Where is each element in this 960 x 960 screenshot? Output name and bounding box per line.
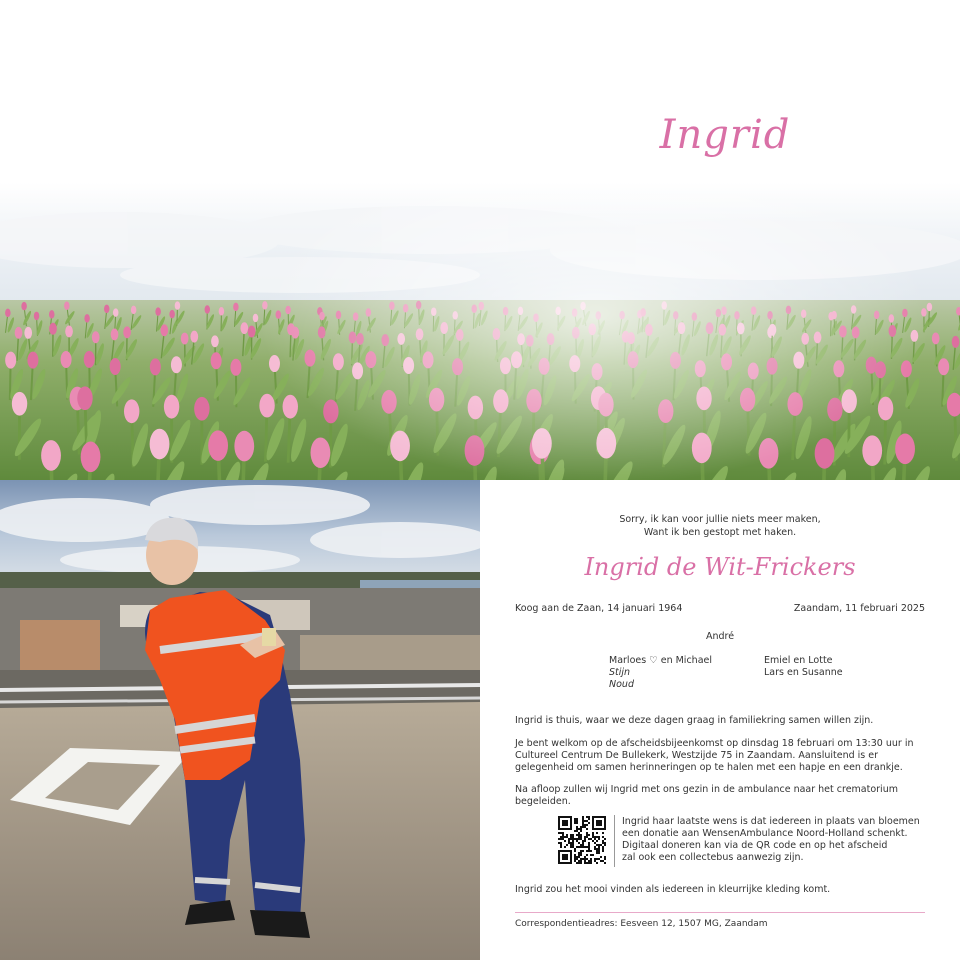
qr-module xyxy=(570,846,572,848)
qr-module xyxy=(580,858,582,860)
qr-module xyxy=(592,854,594,856)
qr-module xyxy=(580,830,582,832)
qr-module xyxy=(580,828,582,830)
qr-module xyxy=(584,858,586,860)
qr-module xyxy=(592,836,594,838)
qr-module xyxy=(598,850,600,852)
qr-module xyxy=(560,838,562,840)
qr-module xyxy=(594,860,596,862)
qr-module xyxy=(580,850,582,852)
qr-module xyxy=(588,862,590,864)
qr-module xyxy=(588,834,590,836)
qr-module xyxy=(582,820,584,822)
qr-module xyxy=(604,844,606,846)
family-member: Marloes ♡ en Michael xyxy=(609,655,712,666)
qr-module xyxy=(580,844,582,846)
qr-module xyxy=(602,848,604,850)
qr-module xyxy=(570,842,572,844)
qr-module xyxy=(572,838,574,840)
qr-module xyxy=(576,858,578,860)
qr-module xyxy=(584,862,586,864)
qr-module xyxy=(572,836,574,838)
qr-module xyxy=(578,834,580,836)
qr-module xyxy=(598,836,600,838)
qr-module xyxy=(570,838,572,840)
qr-module xyxy=(586,820,588,822)
qr-module xyxy=(564,846,566,848)
qr-module xyxy=(578,828,580,830)
qr-module xyxy=(560,842,562,844)
qr-module xyxy=(586,850,588,852)
qr-module xyxy=(578,842,580,844)
qr-module xyxy=(588,848,590,850)
qr-module xyxy=(566,836,568,838)
poem-line: Sorry, ik kan voor jullie niets meer maken, xyxy=(619,514,821,525)
qr-module xyxy=(578,852,580,854)
qr-module xyxy=(604,838,606,840)
qr-module xyxy=(572,840,574,842)
qr-module xyxy=(594,838,596,840)
qr-module xyxy=(574,860,576,862)
qr-module xyxy=(570,844,572,846)
qr-module xyxy=(604,856,606,858)
qr-module xyxy=(584,840,586,842)
qr-module xyxy=(582,858,584,860)
qr-module xyxy=(560,832,562,834)
qr-module xyxy=(586,858,588,860)
qr-module xyxy=(562,834,564,836)
header-name: Ingrid xyxy=(659,112,791,158)
qr-module xyxy=(576,822,578,824)
qr-module xyxy=(598,848,600,850)
family-list-left xyxy=(609,655,712,691)
qr-module xyxy=(596,832,598,834)
qr-module xyxy=(574,820,576,822)
footer-divider xyxy=(515,912,925,913)
qr-module xyxy=(576,840,578,842)
qr-module xyxy=(588,822,590,824)
qr-divider xyxy=(614,815,615,867)
family-member: Emiel en Lotte xyxy=(764,655,833,666)
qr-module xyxy=(588,838,590,840)
qr-module xyxy=(576,820,578,822)
qr-module xyxy=(588,842,590,844)
qr-module xyxy=(582,846,584,848)
qr-module xyxy=(582,840,584,842)
partner-name: André xyxy=(705,631,735,642)
qr-module xyxy=(572,846,574,848)
qr-module xyxy=(574,856,576,858)
qr-module xyxy=(586,824,588,826)
qr-module xyxy=(572,834,574,836)
qr-module xyxy=(568,838,570,840)
death-info: Zaandam, 11 februari 2025 xyxy=(793,603,925,614)
qr-module xyxy=(582,842,584,844)
qr-module xyxy=(580,836,582,838)
qr-module xyxy=(580,846,582,848)
qr-module xyxy=(578,862,580,864)
qr-module xyxy=(574,858,576,860)
donation-line: Ingrid haar laatste wens is dat iedereen in plaats van bloemen xyxy=(622,816,920,827)
qr-module xyxy=(562,838,564,840)
family-member: Stijn xyxy=(609,667,631,678)
qr-module xyxy=(602,836,604,838)
qr-module xyxy=(586,846,588,848)
qr-module xyxy=(560,846,562,848)
donation-line: een donatie aan WensenAmbulance Noord-Holland schenkt. xyxy=(622,828,908,839)
qr-module xyxy=(580,860,582,862)
qr-module xyxy=(580,862,582,864)
qr-module xyxy=(590,850,592,852)
donation-text xyxy=(622,816,922,864)
qr-module xyxy=(598,844,600,846)
qr-module xyxy=(574,822,576,824)
qr-module xyxy=(580,852,582,854)
qr-module xyxy=(582,816,584,818)
qr-module xyxy=(602,850,604,852)
qr-module xyxy=(582,822,584,824)
qr-module xyxy=(602,840,604,842)
qr-module xyxy=(594,842,596,844)
qr-module xyxy=(596,836,598,838)
qr-module xyxy=(596,848,598,850)
qr-module xyxy=(584,826,586,828)
qr-module xyxy=(600,856,602,858)
qr-module xyxy=(602,842,604,844)
qr-module xyxy=(596,844,598,846)
qr-module xyxy=(578,846,580,848)
poem-line: Want ik ben gestopt met haken. xyxy=(643,527,797,538)
correspondence-address: Correspondentieadres: Eesveen 12, 1507 MG, Zaandam xyxy=(515,919,768,929)
qr-module xyxy=(582,826,584,828)
qr-module xyxy=(596,840,598,842)
qr-module xyxy=(592,834,594,836)
qr-module xyxy=(578,832,580,834)
qr-module xyxy=(582,824,584,826)
paragraph-crematorium: Na afloop zullen wij Ingrid met ons gezin in de ambulance naar het crematorium begeleiden. xyxy=(515,784,898,807)
qr-module xyxy=(566,834,568,836)
qr-module xyxy=(576,830,578,832)
qr-module xyxy=(572,842,574,844)
qr-module xyxy=(590,854,592,856)
qr-code-icon xyxy=(558,816,606,864)
qr-module xyxy=(582,844,584,846)
qr-module xyxy=(590,838,592,840)
family-member: Noud xyxy=(609,679,634,690)
qr-module xyxy=(574,818,576,820)
qr-module xyxy=(602,846,604,848)
qr-module xyxy=(596,850,598,852)
qr-module xyxy=(592,840,594,842)
qr-module xyxy=(584,838,586,840)
qr-module xyxy=(588,818,590,820)
qr-module xyxy=(594,858,596,860)
qr-module xyxy=(570,836,572,838)
qr-module xyxy=(576,826,578,828)
qr-module xyxy=(598,858,600,860)
announcement-panel xyxy=(480,480,960,960)
qr-module xyxy=(586,832,588,834)
qr-module xyxy=(580,826,582,828)
qr-module xyxy=(568,842,570,844)
qr-module xyxy=(596,852,598,854)
qr-module xyxy=(586,834,588,836)
qr-module xyxy=(576,828,578,830)
qr-module xyxy=(592,832,594,834)
qr-module xyxy=(598,846,600,848)
qr-module xyxy=(558,842,560,844)
qr-module xyxy=(594,846,596,848)
paragraph-farewell: Je bent welkom op de afscheidsbijeenkomst op dinsdag 18 februari om 13:30 uur in Cultureel Centrum De Bullekerk, Westzijde 75 in Zaandam. Aansluitend is er gelegenheid om samen herinneringen op te halen met een hapje en een drankje. xyxy=(515,738,914,773)
qr-module xyxy=(584,836,586,838)
qr-finder-pattern xyxy=(562,854,568,860)
family-list-right xyxy=(764,655,843,679)
qr-module xyxy=(560,844,562,846)
qr-module xyxy=(576,838,578,840)
qr-module xyxy=(586,836,588,838)
qr-module xyxy=(584,820,586,822)
qr-module xyxy=(588,816,590,818)
qr-module xyxy=(580,838,582,840)
qr-module xyxy=(588,844,590,846)
qr-module xyxy=(578,860,580,862)
qr-module xyxy=(596,862,598,864)
qr-module xyxy=(576,856,578,858)
qr-module xyxy=(604,842,606,844)
qr-module xyxy=(578,836,580,838)
qr-module xyxy=(572,844,574,846)
qr-module xyxy=(574,850,576,852)
qr-module xyxy=(578,854,580,856)
paragraph-home: Ingrid is thuis, waar we deze dagen graag in familiekring samen willen zijn. xyxy=(515,715,874,726)
qr-finder-pattern xyxy=(596,820,602,826)
qr-module xyxy=(580,834,582,836)
qr-module xyxy=(588,860,590,862)
qr-module xyxy=(576,818,578,820)
donation-line: zal ook een collectebus aanwezig zijn. xyxy=(622,852,804,863)
qr-module xyxy=(574,838,576,840)
qr-finder-pattern xyxy=(562,820,568,826)
qr-module xyxy=(566,844,568,846)
qr-module xyxy=(604,862,606,864)
birth-info: Koog aan de Zaan, 14 januari 1964 xyxy=(515,603,683,614)
qr-module xyxy=(574,848,576,850)
full-name: Ingrid de Wit-Frickers xyxy=(584,553,856,581)
qr-module xyxy=(594,836,596,838)
qr-module xyxy=(568,840,570,842)
qr-module xyxy=(576,846,578,848)
qr-module xyxy=(574,854,576,856)
qr-module xyxy=(574,830,576,832)
qr-module xyxy=(604,858,606,860)
poem xyxy=(480,513,960,539)
qr-module xyxy=(596,858,598,860)
qr-module xyxy=(558,838,560,840)
qr-module xyxy=(570,834,572,836)
family-member: Lars en Susanne xyxy=(764,667,843,678)
qr-module xyxy=(590,862,592,864)
qr-module xyxy=(580,854,582,856)
qr-module xyxy=(598,852,600,854)
qr-module xyxy=(564,840,566,842)
qr-module xyxy=(588,846,590,848)
qr-module xyxy=(586,854,588,856)
qr-module xyxy=(576,862,578,864)
qr-module xyxy=(584,856,586,858)
qr-module xyxy=(586,862,588,864)
qr-module xyxy=(588,850,590,852)
portrait-image xyxy=(0,480,480,960)
qr-module xyxy=(594,848,596,850)
qr-module xyxy=(560,836,562,838)
qr-module xyxy=(590,860,592,862)
qr-module xyxy=(584,860,586,862)
qr-module xyxy=(600,860,602,862)
qr-module xyxy=(576,834,578,836)
qr-module xyxy=(582,818,584,820)
qr-module xyxy=(558,832,560,834)
donation-line: Digitaal doneren kan via de QR code en op het afscheid xyxy=(622,840,888,851)
qr-module xyxy=(578,856,580,858)
qr-module xyxy=(584,846,586,848)
qr-module xyxy=(590,858,592,860)
qr-code[interactable] xyxy=(558,816,606,864)
qr-module xyxy=(578,838,580,840)
qr-module xyxy=(584,824,586,826)
portrait-photo xyxy=(0,480,480,960)
qr-module xyxy=(582,850,584,852)
qr-module xyxy=(602,832,604,834)
qr-module xyxy=(586,828,588,830)
qr-module xyxy=(600,844,602,846)
qr-module xyxy=(598,838,600,840)
qr-module xyxy=(602,860,604,862)
qr-module xyxy=(564,836,566,838)
qr-module xyxy=(562,832,564,834)
paragraph-clothing: Ingrid zou het mooi vinden als iedereen in kleurrijke kleding komt. xyxy=(515,884,831,895)
qr-module xyxy=(562,836,564,838)
qr-module xyxy=(586,816,588,818)
